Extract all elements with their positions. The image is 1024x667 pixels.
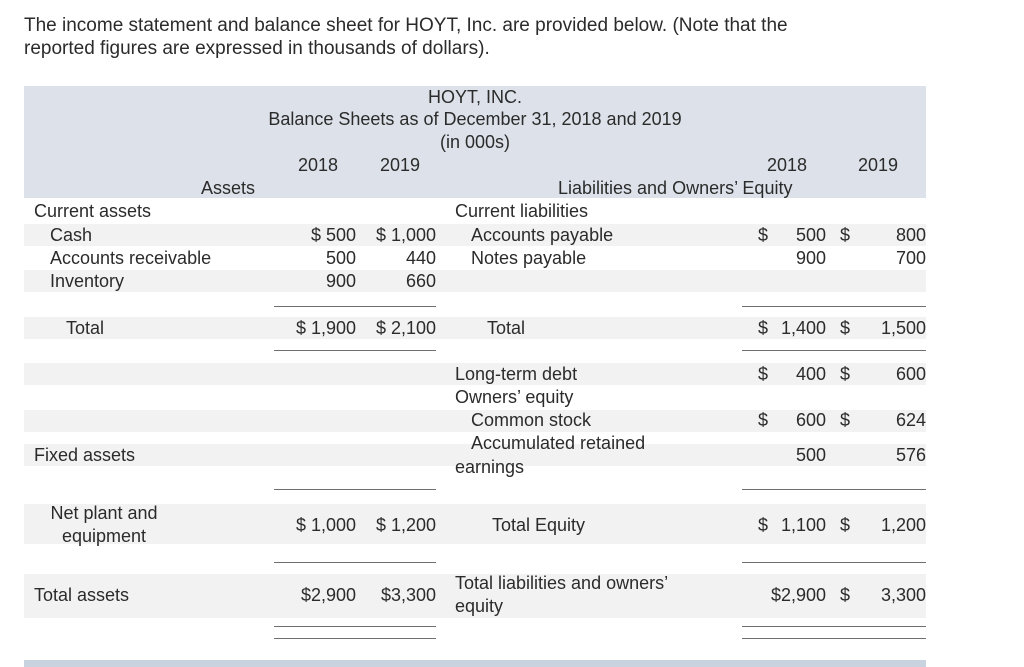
total-assets-label: Total assets xyxy=(34,585,130,605)
total-le-2019: 3,300 xyxy=(880,585,926,605)
rule-line xyxy=(742,489,926,490)
current-assets-label: Current assets xyxy=(34,201,152,221)
inventory-label: Inventory xyxy=(50,271,125,291)
cl-total-2018: 1,400 xyxy=(780,318,826,338)
fixed-assets-label: Fixed assets xyxy=(34,445,136,465)
rule-line xyxy=(274,638,436,639)
ltd-label: Long-term debt xyxy=(455,364,578,384)
net-plant-label: Net plant and equipment xyxy=(50,503,158,546)
cl-total-2019: 1,500 xyxy=(880,318,926,338)
re-2018: 500 xyxy=(795,445,826,465)
rule-line xyxy=(274,626,436,627)
np-2018: 900 xyxy=(795,248,826,268)
cs-2019-sign: $ xyxy=(840,410,851,430)
year-2018-liabilities: 2018 xyxy=(767,155,808,175)
rule-line xyxy=(274,306,436,307)
te-2019-sign: $ xyxy=(840,515,851,535)
ap-2019: 800 xyxy=(895,225,926,245)
ap-2018: 500 xyxy=(795,225,826,245)
ltd-2018: 400 xyxy=(795,364,826,384)
year-2019-liabilities: 2019 xyxy=(858,155,899,175)
units-note: (in 000s) xyxy=(439,132,511,152)
rule-line xyxy=(742,562,926,563)
common-stock-label: Common stock xyxy=(471,410,592,430)
sheet-title: Balance Sheets as of December 31, 2018 and 2019 xyxy=(268,109,682,129)
ap-2018-sign: $ xyxy=(758,225,769,245)
total-le-2018: $2,900 xyxy=(770,585,826,605)
ar-label: Accounts receivable xyxy=(50,248,212,268)
rule-line xyxy=(274,562,436,563)
row-stripe xyxy=(24,270,926,292)
table-bottom-bar xyxy=(24,660,926,667)
current-liabilities-label: Current liabilities xyxy=(455,201,589,221)
retained-earnings-label-b: earnings xyxy=(455,457,525,477)
cs-2019: 624 xyxy=(895,410,926,430)
current-assets-total-2018: $ 1,900 xyxy=(295,318,356,338)
retained-earnings-label-a: Accumulated retained xyxy=(471,433,646,453)
total-equity-label: Total Equity xyxy=(492,515,586,535)
ap-2019-sign: $ xyxy=(840,225,851,245)
cl-total-2018-sign: $ xyxy=(758,318,769,338)
inventory-2018: 900 xyxy=(325,271,356,291)
cs-2018: 600 xyxy=(795,410,826,430)
intro-text: The income statement and balance sheet for HOYT, Inc. are provided below. (Note that the reported figures are expressed in thousands of dollars). xyxy=(24,15,788,59)
inventory-2019: 660 xyxy=(405,271,436,291)
current-assets-total-label: Total xyxy=(66,318,105,338)
company-name: HOYT, INC. xyxy=(427,87,522,107)
rule-line xyxy=(742,350,926,351)
cs-2018-sign: $ xyxy=(758,410,769,430)
liabilities-heading: Liabilities and Owners’ Equity xyxy=(558,178,793,198)
ar-2018: 500 xyxy=(325,248,356,268)
te-2019: 1,200 xyxy=(880,515,926,535)
owners-equity-label: Owners’ equity xyxy=(455,387,574,407)
assets-heading: Assets xyxy=(201,178,256,198)
current-liabilities-total-label: Total xyxy=(487,318,526,338)
total-le-label: Total liabilities and owners’ equity xyxy=(455,573,668,616)
np-label: Notes payable xyxy=(471,248,587,268)
rule-line xyxy=(274,489,436,490)
total-assets-2019: $3,300 xyxy=(380,585,436,605)
current-assets-total-2019: $ 2,100 xyxy=(375,318,436,338)
rule-line xyxy=(742,306,926,307)
ltd-2019: 600 xyxy=(895,364,926,384)
ltd-2019-sign: $ xyxy=(840,364,851,384)
cash-2019: $ 1,000 xyxy=(375,225,436,245)
year-2018-assets: 2018 xyxy=(298,155,339,175)
year-2019-assets: 2019 xyxy=(380,155,421,175)
cash-2018: $ 500 xyxy=(310,225,356,245)
total-assets-2018: $2,900 xyxy=(300,585,356,605)
re-2019: 576 xyxy=(895,445,926,465)
cl-total-2019-sign: $ xyxy=(840,318,851,338)
rule-line xyxy=(274,350,436,351)
te-2018: 1,100 xyxy=(780,515,826,535)
rule-line xyxy=(742,626,926,627)
total-le-2019-sign: $ xyxy=(840,585,851,605)
ltd-2018-sign: $ xyxy=(758,364,769,384)
np-2019: 700 xyxy=(895,248,926,268)
te-2018-sign: $ xyxy=(758,515,769,535)
net-plant-2018: $ 1,000 xyxy=(295,515,356,535)
net-plant-2019: $ 1,200 xyxy=(375,515,436,535)
ap-label: Accounts payable xyxy=(471,225,614,245)
cash-label: Cash xyxy=(50,225,93,245)
ar-2019: 440 xyxy=(405,248,436,268)
rule-line xyxy=(742,638,926,639)
